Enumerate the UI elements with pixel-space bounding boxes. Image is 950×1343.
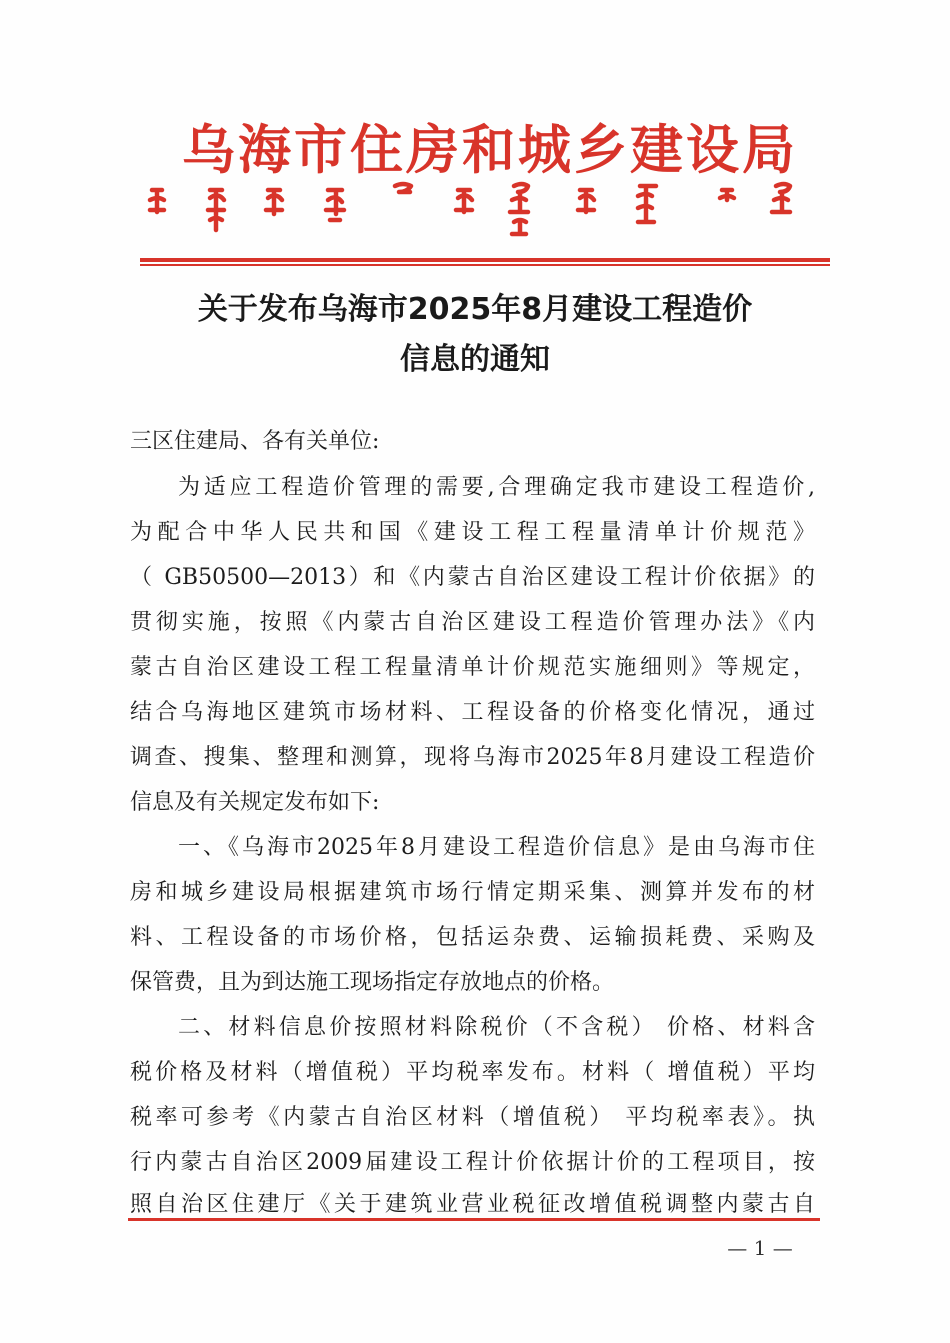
document-title-line-1: 关于发布乌海市2025年8月建设工程造价	[197, 292, 753, 327]
paragraph-3-line: 行内蒙古自治区2009届建设工程计价依据计价的工程项目，按	[130, 1150, 815, 1175]
paragraph-3-line: 税率可参考《内蒙古自治区材料（增值税） 平均税率表》。执	[130, 1105, 815, 1130]
salutation: 三区住建局、各有关单位:	[130, 429, 380, 454]
paragraph-3-line: 照自治区住建厅《关于建筑业营业税征改增值税调整内蒙古自	[130, 1192, 815, 1217]
paragraph-3-line: 税价格及材料（增值税）平均税率发布。材料（ 增值税）平均	[130, 1060, 815, 1085]
paragraph-1-line: 蒙古自治区建设工程工程量清单计价规范实施细则》等规定，	[130, 655, 815, 680]
mongolian-script-org-name	[140, 180, 830, 250]
page-number: — 1 —	[727, 1236, 793, 1260]
paragraph-1-line: 贯彻实施，按照《内蒙古自治区建设工程造价管理办法》《内	[130, 610, 815, 635]
paragraph-3-line: 二、材料信息价按照材料除税价（不含税） 价格、材料含	[178, 1015, 815, 1040]
paragraph-1-line: 为配合中华人民共和国《建设工程工程量清单计价规范》	[130, 520, 815, 545]
paragraph-1-line: 信息及有关规定发布如下:	[130, 790, 380, 815]
paragraph-2-line: 一、《乌海市2025年8月建设工程造价信息》是由乌海市住	[178, 835, 815, 860]
paragraph-1-line: 为适应工程造价管理的需要,合理确定我市建设工程造价,	[178, 475, 815, 500]
red-underline	[128, 1218, 820, 1221]
paragraph-2-line: 保管费，且为到达施工现场指定存放地点的价格。	[130, 970, 615, 995]
letterhead-red-rule-thin	[140, 264, 830, 266]
document-title-line-2: 信息的通知	[400, 342, 550, 377]
letterhead-red-rule	[140, 258, 830, 262]
paragraph-2-line: 料、工程设备的市场价格，包括运杂费、运输损耗费、采购及	[130, 925, 815, 950]
letterhead-org-name: 乌海市住房和城乡建设局	[182, 120, 798, 181]
paragraph-2-line: 房和城乡建设局根据建筑市场行情定期采集、测算并发布的材	[130, 880, 815, 905]
paragraph-1-line: 调查、搜集、整理和测算，现将乌海市2025年8月建设工程造价	[130, 745, 815, 770]
paragraph-1-line: （ GB50500—2013）和《内蒙古自治区建设工程计价依据》的	[130, 565, 815, 590]
paragraph-1-line: 结合乌海地区建筑市场材料、工程设备的价格变化情况，通过	[130, 700, 815, 725]
